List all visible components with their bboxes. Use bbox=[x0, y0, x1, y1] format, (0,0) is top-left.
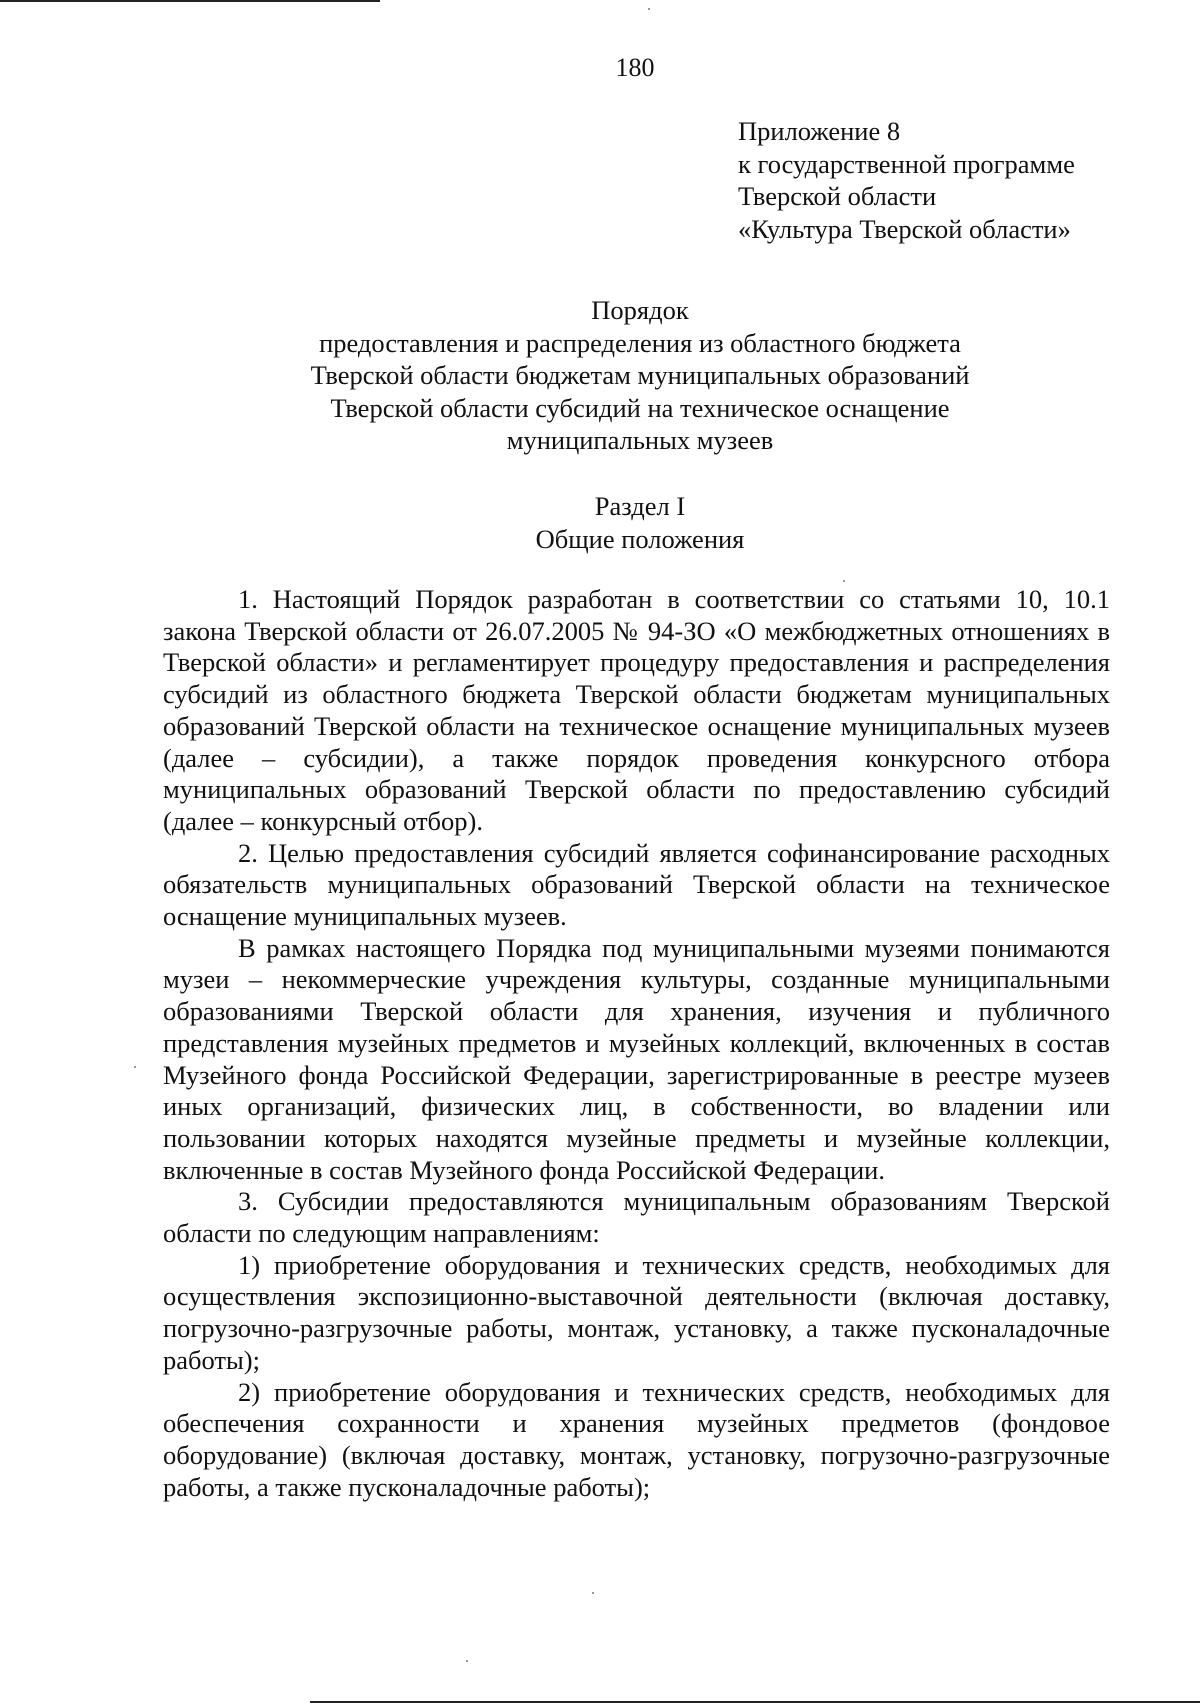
paragraph: 2. Целью предоставления субсидий является софинансирование расходных обязательств муниципальных образований Тверской области на техническое оснащение муниципальных музеев. bbox=[163, 837, 1110, 932]
scan-speck bbox=[648, 8, 650, 10]
scan-edge-top bbox=[0, 0, 380, 2]
scan-speck bbox=[466, 1660, 468, 1662]
paragraph: 3. Субсидии предоставляются муниципальным образованиям Тверской области по следующим направлениям: bbox=[163, 1186, 1110, 1249]
title-line: Тверской области субсидий на техническое оснащение bbox=[330, 392, 950, 423]
section-name: Общие положения bbox=[535, 523, 745, 554]
page-number: 180 bbox=[615, 53, 655, 82]
paragraph: 1. Настоящий Порядок разработан в соответствии со статьями 10, 10.1 закона Тверской области от 26.07.2005 № 94-ЗО «О межбюджетных отношениях в Тверской области» и регламентирует процедуру предоставления и распределения субсидий из областного бюджета Тверской области бюджетам муниципальных образований Тверской области на техническое оснащение муниципальных музеев (далее – субсидии), а также порядок проведения конкурсного отбора муниципальных образований Тверской области по предоставлению субсидий (далее – конкурсный отбор). bbox=[163, 584, 1110, 836]
title-heading: Порядок bbox=[591, 295, 689, 325]
scan-edge-bottom bbox=[310, 1701, 1200, 1703]
appendix-block bbox=[738, 115, 1075, 245]
document-title bbox=[160, 294, 1120, 457]
scan-speck bbox=[843, 580, 845, 582]
document-body bbox=[163, 584, 1110, 1503]
scan-speck bbox=[592, 1592, 594, 1594]
paragraph: 1) приобретение оборудования и технических средств, необходимых для осуществления экспозиционно-выставочной деятельности (включая доставку, погрузочно-разгрузочные работы, монтаж, установку, а также пусконаладочные работы); bbox=[163, 1249, 1110, 1375]
appendix-line: Тверской области bbox=[738, 181, 937, 211]
appendix-line: Приложение 8 bbox=[738, 116, 901, 146]
appendix-line: к государственной программе bbox=[738, 148, 1075, 179]
title-line: Тверской области бюджетам муниципальных образований bbox=[310, 360, 970, 390]
paragraph: В рамках настоящего Порядка под муниципальными музеями понимаются музеи – некоммерческие учреждения культуры, созданные муниципальными образованиями Тверской области для хранения, изучения и публичного представления музейных предметов и музейных коллекций, включенных в состав Музейного фонда Российской Федерации, зарегистрированные в реестре музеев иных организаций, физических лиц, в собственности, во владении или пользовании которых находятся музейные предметы и музейные коллекции, включенные в состав Музейного фонда Российской Федерации. bbox=[163, 932, 1110, 1185]
section-number: Раздел I bbox=[594, 491, 686, 521]
scan-speck bbox=[134, 1066, 136, 1068]
paragraph: 2) приобретение оборудования и технических средств, необходимых для обеспечения сохранности и хранения музейных предметов (фондовое оборудование) (включая доставку, монтаж, установку, погрузочно-разгрузочные работы, а также пусконаладочные работы); bbox=[163, 1376, 1110, 1502]
appendix-line: «Культура Тверской области» bbox=[738, 213, 1071, 244]
title-line: предоставления и распределения из областного бюджета bbox=[319, 327, 961, 358]
section-heading bbox=[160, 490, 1120, 555]
title-line: муниципальных музеев bbox=[506, 425, 774, 455]
